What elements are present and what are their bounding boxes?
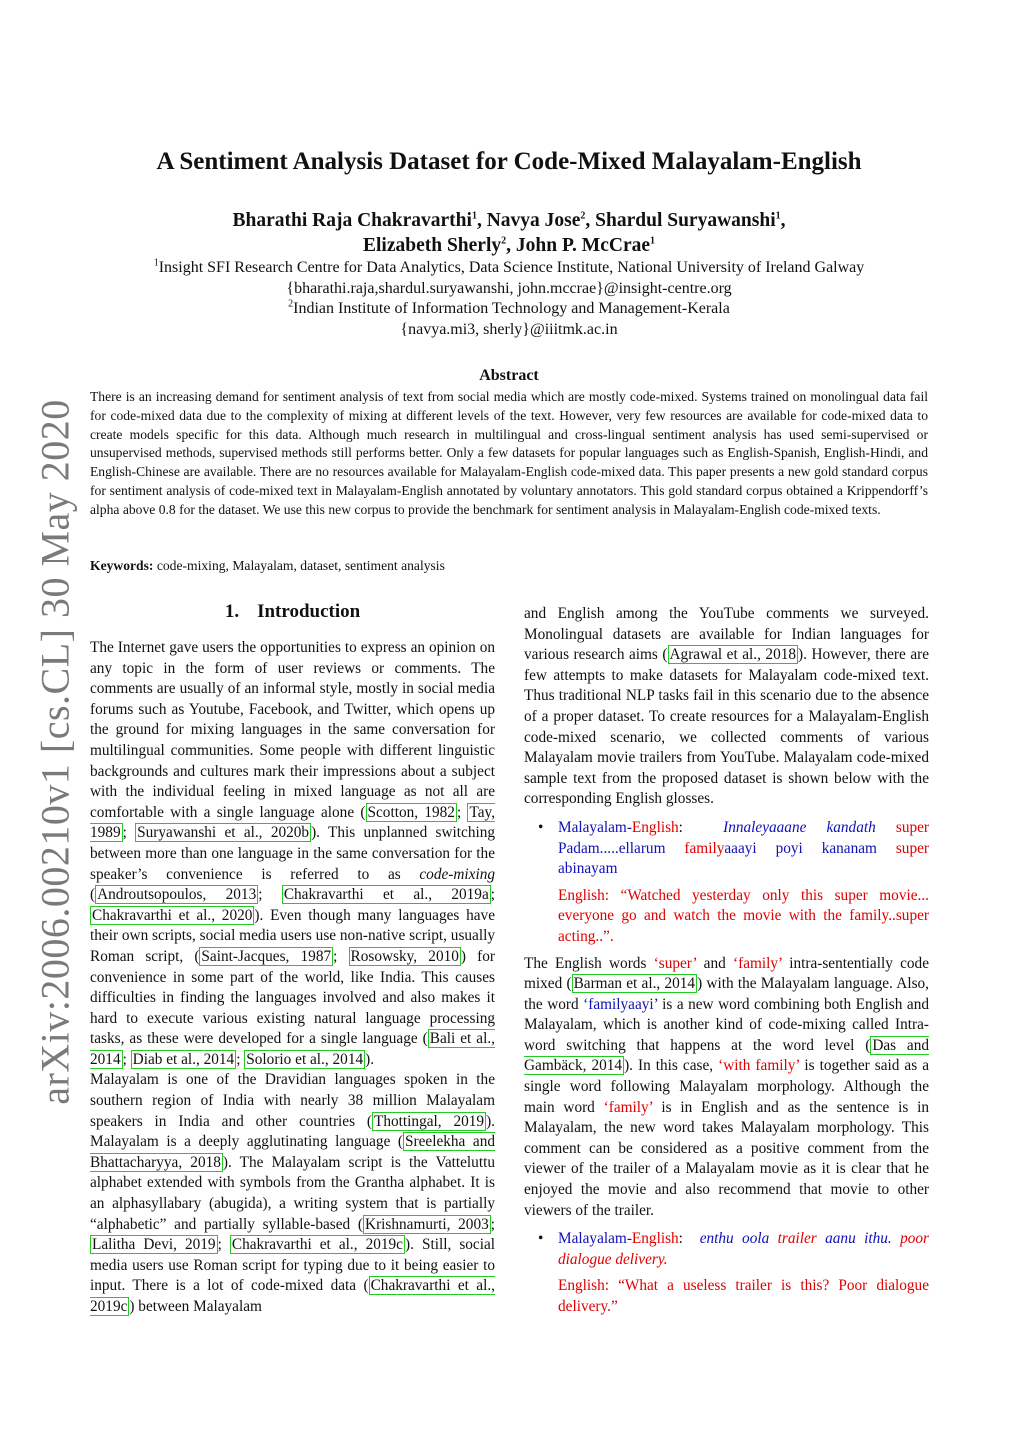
example-1-text: Malayalam-English: Innaleyaaane kandath super Padam.....ellarum familyaaayi poyi kananam super abinayam: [558, 818, 930, 878]
citation-link[interactable]: Saint-Jacques, 1987: [201, 947, 332, 965]
example-1: [524, 818, 929, 948]
affiliations: [90, 258, 928, 340]
citation-link[interactable]: Chakravarthi et al., 2020: [92, 906, 253, 924]
right-column: [524, 604, 929, 1324]
citation-link[interactable]: Suryawanshi et al., 2020b: [137, 824, 310, 842]
citation-link[interactable]: Agrawal et al., 2018: [669, 646, 797, 664]
citation-link[interactable]: Chakravarthi et al., 2019c: [231, 1236, 403, 1254]
citation-link[interactable]: Androutsopoulos, 2013: [97, 886, 257, 904]
citation-link[interactable]: Barman et al., 2014: [573, 975, 696, 993]
intro-paragraph-1: The Internet gave users the opportunities to express an opinion on any topic in the form of user reviews or comments. The comments are usually of an informal style, mostly in social media forums such as Youtube, Facebook, and Twitter, which opens up the ground for mixing languages in the same conversation for multilingual communities. Some people with different linguistic backgrounds and cultures mark their impressions about a subject with the individual feeling in mixed language as not all are comfortable with a single language alone ( Scotton, 1982 ; Tay, 1989 ; Suryawanshi et al., 2020b ). This unplanned switching between more than one language in the same conversation for the speaker’s convenience is referred to as code-mixing ( Androutsopoulos, 2013 ; Chakravarthi et al., 2019a ; Chakravarthi et al., 2020 ). Even though many languages have their own scripts, social media users use non-native script, usually Roman script, ( Saint-Jacques, 1987 ; Rosowsky, 2010 ) for convenience in some part of the world, like India. This causes difficulties in finding the languages involved and also makes it hard to execute various existing natural language processing tasks, as these were developed for a single language ( Bali et al., 2014 ; Diab et al., 2014 ; Solorio et al., 2014 ).: [90, 639, 496, 1068]
citation-link[interactable]: Chakravarthi et al., 2019c: [90, 1277, 495, 1315]
section-number: 1.: [224, 601, 240, 622]
arxiv-sidebar-stamp: [30, 399, 80, 1105]
citation-link[interactable]: Bali et al., 2014: [90, 1030, 495, 1068]
left-column: [90, 638, 495, 1318]
example-2-text: Malayalam-English: enthu oola trailer aanu ithu. poor dialogue delivery.: [558, 1230, 930, 1268]
citation-link[interactable]: Tay, 1989: [90, 803, 496, 842]
section-heading: [90, 601, 495, 623]
email-2: {navya.mi3, sherly}@iiitmk.ac.in: [400, 320, 618, 338]
citation-link[interactable]: Lalitha Devi, 2019: [92, 1236, 216, 1254]
citation-link[interactable]: Chakravarthi et al., 2019a: [283, 886, 489, 904]
keywords-label: Keywords:: [90, 558, 154, 573]
intro-paragraph-2: Malayalam is one of the Dravidian languages spoken in the southern region of India with nearly 38 million Malayalam speakers in India and other countries ( Thottingal, 2019 ). Malayalam is a deeply agglutinating language ( Sreelekha and Bhattacharyya, 2018 ). The Malayalam script is the Vatteluttu alphabet extended with symbols from the Grantha alphabet. It is an alphasyllabary (abugida), a writing system that is partially “alphabetic” and partially syllable-based ( Krishnamurti, 2003 ; Lalitha Devi, 2019 ; Chakravarthi et al., 2019c ). Still, social media users use Roman script for typing due to it being easier to input. There is a lot of code-mixed data ( Chakravarthi et al., 2019c ) between Malayalam: [90, 1071, 496, 1315]
author-list: [90, 208, 928, 258]
intro-paragraph-4: The English words ‘super’ and ‘family’ intra-sententially code mixed ( Barman et al., 2014 ) with the Malayalam language. Also, the word ‘familyaayi’ is a new word combining both English and Malayalam, which is another kind of code-mixing called Intra-word switching that happens at the word level ( Das and Gambäck, 2014 ). In this case, ‘with family’ is together said as a single word following Malayalam morphology. Although the main word ‘family’ is in English and as the sentence is in Malayalam, the new word takes Malayalam morphology. This comment can be considered as a positive comment from the viewer of the trailer of a Malayalam movie as it is clear that he enjoyed the movie and also recommend that movie to other viewers of the trailer.: [524, 954, 929, 1219]
affiliation-2: $^2$Indian Institute of Information Technology and Management-Kerala: [288, 298, 730, 317]
citation-link[interactable]: Thottingal, 2019: [374, 1112, 485, 1130]
citation-link[interactable]: Krishnamurti, 2003: [365, 1215, 489, 1233]
citation-link[interactable]: Diab et al., 2014: [132, 1050, 235, 1068]
email-1: {bharathi.raja,shardul.suryawanshi, john.mccrae}@insight-centre.org: [286, 279, 732, 297]
intro-paragraph-3: and English among the YouTube comments we surveyed. Monolingual datasets are available for Indian languages for various research aims ( Agrawal et al., 2018 ). However, there are few attempts to make datasets for Malayalam code-mixed text. Thus traditional NLP tasks fail in this scenario due to the absence of a proper dataset. To create resources for a Malayalam-English code-mixed scenario, we collected comments of various Malayalam movie trailers from YouTube. Malayalam code-mixed sample text from the proposed dataset is shown below with the corresponding English glosses.: [524, 605, 929, 808]
bullet-icon: •: [538, 1230, 544, 1248]
abstract-heading: Abstract: [479, 367, 539, 384]
keywords: [90, 558, 928, 574]
citation-link[interactable]: Solorio et al., 2014: [246, 1050, 364, 1068]
abstract-body: There is an increasing demand for sentiment analysis of text from social media which are mostly code-mixed. Systems trained on monolingual data fail for code-mixed data due to the complexity of mixing at different levels of the text. However, very few resources are available for code-mixed data to create models specific for this data. Although much research in multilingual and cross-lingual sentiment analysis has used semi-supervised or unsupervised methods, supervised methods still performs better. Only a few datasets for popular languages such as English-Spanish, English-Hindi, and English-Chinese are available. There are no resources available for Malayalam-English code-mixed data. This paper presents a new gold standard corpus for sentiment analysis of code-mixed text in Malayalam-English annotated by voluntary annotators. This gold standard corpus obtained a Krippendorff’s alpha above 0.8 for the dataset. We use this new corpus to provide the benchmark for sentiment analysis in Malayalam-English code-mixed texts.: [90, 389, 928, 517]
author-line-1: Bharathi Raja Chakravarthi$^1$, Navya Jose$^2$, Shardul Suryawanshi$^1$,: [232, 210, 786, 231]
citation-link[interactable]: Sreelekha and Bhattacharyya, 2018: [90, 1133, 495, 1171]
citation-link[interactable]: Rosowsky, 2010: [350, 947, 459, 965]
citation-link[interactable]: Scotton, 1982: [367, 803, 455, 821]
arxiv-id: arXiv:2006.00210v1 [cs.CL] 30 May 2020: [32, 399, 78, 1105]
example-1-gloss: English: “Watched yesterday only this super movie... everyone go and watch the movie with the family..super acting..”.: [558, 886, 929, 945]
keywords-text: code-mixing, Malayalam, dataset, sentiment analysis: [156, 558, 445, 573]
affiliation-1: $^1$Insight SFI Research Centre for Data Analytics, Data Science Institute, National University of Ireland Galway: [153, 257, 865, 276]
author-line-2: Elizabeth Sherly$^2$, John P. McCrae$^1$: [362, 235, 656, 256]
example-2: [524, 1229, 929, 1317]
example-2-gloss: English: “What a useless trailer is this? Poor dialogue delivery.”: [558, 1277, 929, 1315]
paper-title: A Sentiment Analysis Dataset for Code-Mixed Malayalam-English: [156, 148, 862, 175]
bullet-icon: •: [538, 818, 544, 836]
section-title: Introduction: [257, 601, 361, 622]
citation-link[interactable]: Das and Gambäck, 2014: [524, 1036, 929, 1075]
